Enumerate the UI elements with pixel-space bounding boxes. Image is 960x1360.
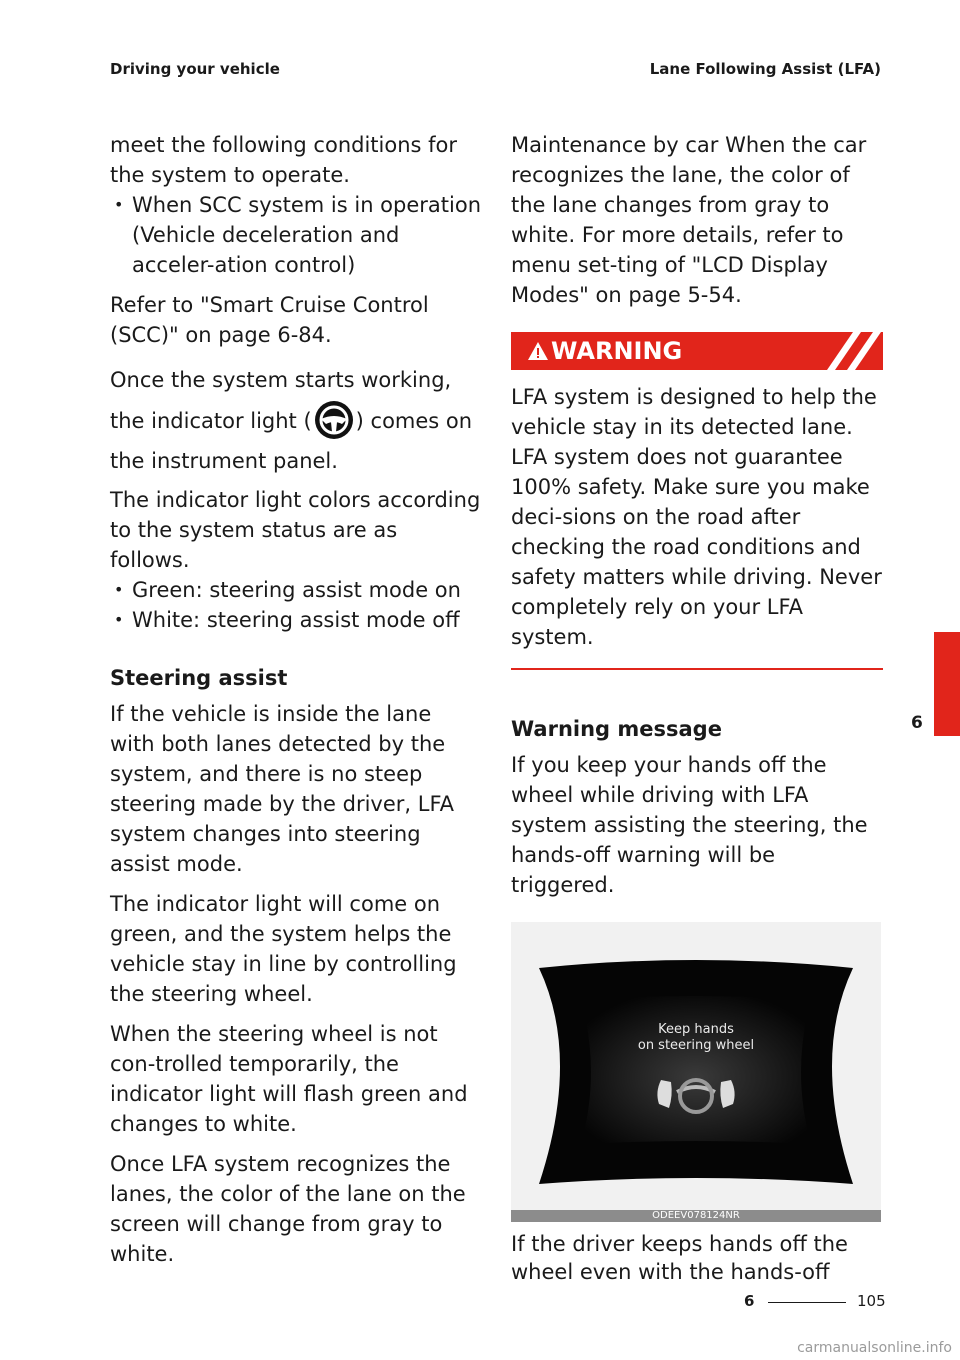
steering-wheel-icon — [314, 400, 354, 440]
warning-banner — [511, 332, 883, 370]
chapter-tab — [934, 632, 960, 736]
paragraph: If the driver keeps hands off the wheel even with the hands-off — [511, 1232, 848, 1284]
list-item: • When SCC system is in operation (Vehicle deceleration and acceler-ation control) — [110, 190, 482, 280]
watermark: carmanualsonline.info — [797, 1340, 952, 1356]
section-title-warning-message: Warning message — [511, 717, 722, 741]
instrument-cluster-screen — [511, 922, 881, 1222]
cluster-display-figure — [511, 922, 881, 1222]
bullet-list — [110, 190, 482, 280]
paragraph: If you keep your hands off the wheel while driving with LFA system assisting the steering, the hands-off warning will be triggered. — [511, 753, 868, 897]
running-header-topic: Lane Following Assist (LFA) — [649, 60, 881, 78]
paragraph: Once the system starts working, the indicator light ( ) comes on the instrument panel. — [110, 368, 473, 473]
right-column — [511, 130, 883, 1296]
section-title-steering-assist: Steering assist — [110, 666, 288, 690]
running-header-section: Driving your vehicle — [110, 60, 280, 78]
display-message-line-1: Keep hands — [658, 1022, 734, 1037]
warning-divider — [511, 668, 883, 670]
paragraph: meet the following conditions for the system to operate. — [110, 133, 458, 187]
warning-stripes-decoration — [819, 332, 883, 370]
warning-label: WARNING — [551, 337, 683, 365]
list-item: • Green: steering assist mode on — [110, 575, 482, 605]
footer-page-number: 105 — [857, 1292, 886, 1310]
paragraph: The indicator light will come on green, and the system helps the vehicle stay in line by controlling the steering wheel. — [110, 892, 457, 1006]
left-column — [110, 130, 482, 1279]
footer-divider — [768, 1302, 846, 1303]
paragraph: Refer to "Smart Cruise Control (SCC)" on page 6-84. — [110, 293, 429, 347]
paragraph: Once LFA system recognizes the lanes, the color of the lane on the screen will change from gray to white. — [110, 1152, 466, 1266]
warning-triangle-icon — [527, 341, 549, 361]
bullet-list — [110, 575, 482, 635]
list-item: • White: steering assist mode off — [110, 605, 482, 635]
figure-code: ODEEV078124NR — [511, 1210, 881, 1222]
paragraph: Maintenance by car When the car recognizes the lane, the color of the lane changes from gray to white. For more details, refer to menu set-ting of "LCD Display Modes" on page 5-54. — [511, 133, 867, 307]
paragraph: If the vehicle is inside the lane with both lanes detected by the system, and there is no steep steering made by the driver, LFA system changes into steering assist mode. — [110, 702, 454, 876]
display-message-line-2: on steering wheel — [637, 1038, 755, 1053]
chapter-tab-number: 6 — [911, 713, 923, 733]
paragraph: When the steering wheel is not con-trolled temporarily, the indicator light will flash green and changes to white. — [110, 1022, 468, 1136]
footer-chapter-number: 6 — [744, 1292, 755, 1310]
paragraph: The indicator light colors according to the system status are as follows. — [110, 488, 481, 572]
warning-text: LFA system is designed to help the vehicle stay in its detected lane. LFA system does not guarantee 100% safety. Make sure you make deci-sions on the road after checking the road conditions and safety matters while driving. Never completely rely on your LFA system. — [511, 385, 882, 649]
